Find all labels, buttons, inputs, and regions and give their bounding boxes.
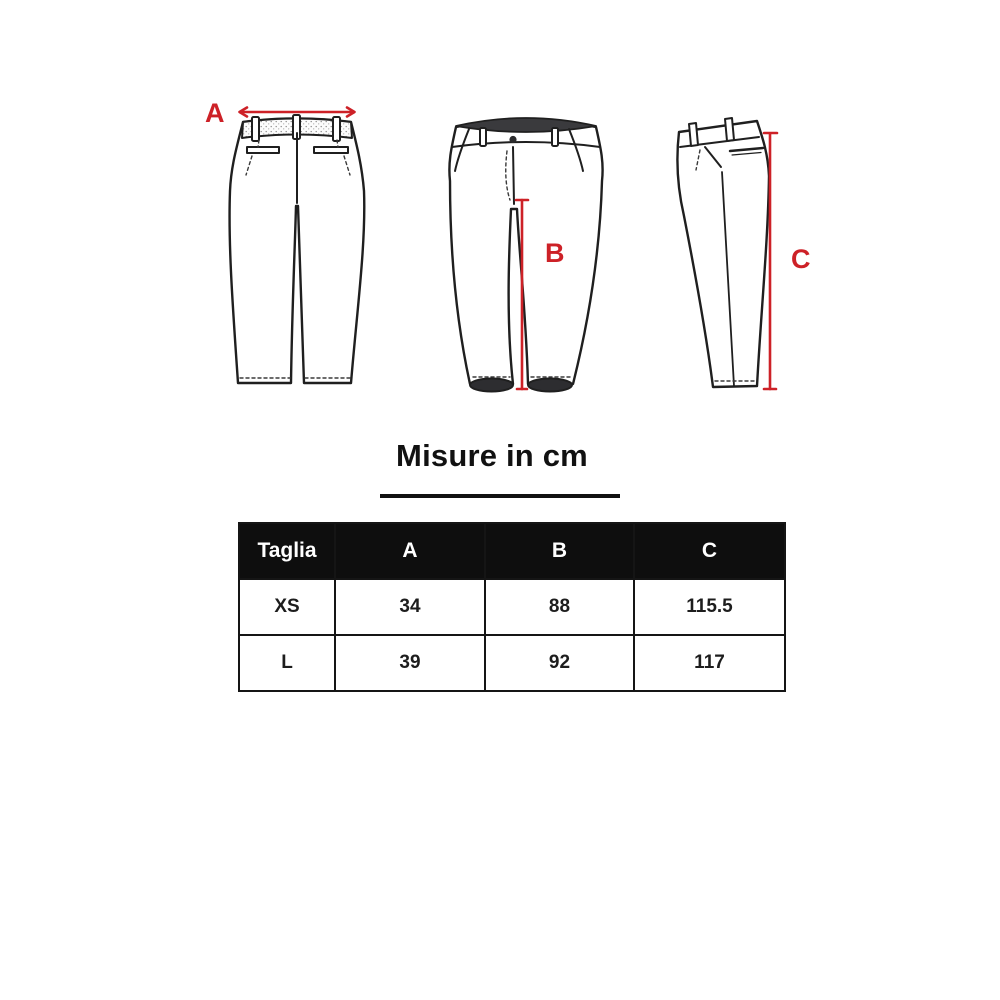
measurement-cell: 34 — [335, 579, 485, 635]
pants-front-view-illustration — [449, 118, 602, 392]
table-row — [239, 579, 785, 635]
measurement-cell: 39 — [335, 635, 485, 691]
measure-b-label: B — [545, 238, 565, 268]
back-pocket-welt — [314, 147, 348, 153]
header-cell-c: C — [634, 523, 785, 579]
belt-loop — [725, 118, 734, 141]
hem-opening — [528, 379, 572, 392]
fly-seam — [513, 147, 514, 204]
stitch-detail — [258, 140, 259, 147]
pants-side-view-illustration — [677, 118, 769, 387]
measurement-cell: 117 — [634, 635, 785, 691]
size-cell: L — [239, 635, 335, 691]
size-cell: XS — [239, 579, 335, 635]
title-underline — [380, 494, 620, 498]
header-cell-taglia: Taglia — [239, 523, 335, 579]
pants-back-view-illustration — [230, 115, 365, 383]
table-header-row — [239, 523, 785, 579]
page-title: Misure in cm — [396, 438, 588, 473]
belt-loop — [689, 123, 698, 146]
belt-loop — [333, 117, 340, 141]
measurement-cell: 92 — [485, 635, 634, 691]
hem-opening — [470, 379, 513, 392]
belt-loop — [480, 128, 486, 146]
table-row — [239, 635, 785, 691]
measure-a-label: A — [205, 98, 225, 128]
belt-loop — [252, 117, 259, 141]
measurement-cell: 115.5 — [634, 579, 785, 635]
header-cell-a: A — [335, 523, 485, 579]
size-table — [238, 522, 786, 692]
stitch-detail — [337, 140, 338, 147]
pants-side-silhouette — [677, 121, 769, 387]
belt-loop — [552, 128, 558, 146]
header-cell-b: B — [485, 523, 634, 579]
measure-c-label: C — [791, 244, 811, 274]
back-pocket-welt — [247, 147, 279, 153]
pants-illustrations — [0, 0, 1000, 430]
waistband-inner-dark — [456, 118, 596, 132]
measurement-cell: 88 — [485, 579, 634, 635]
waist-button — [509, 136, 516, 143]
